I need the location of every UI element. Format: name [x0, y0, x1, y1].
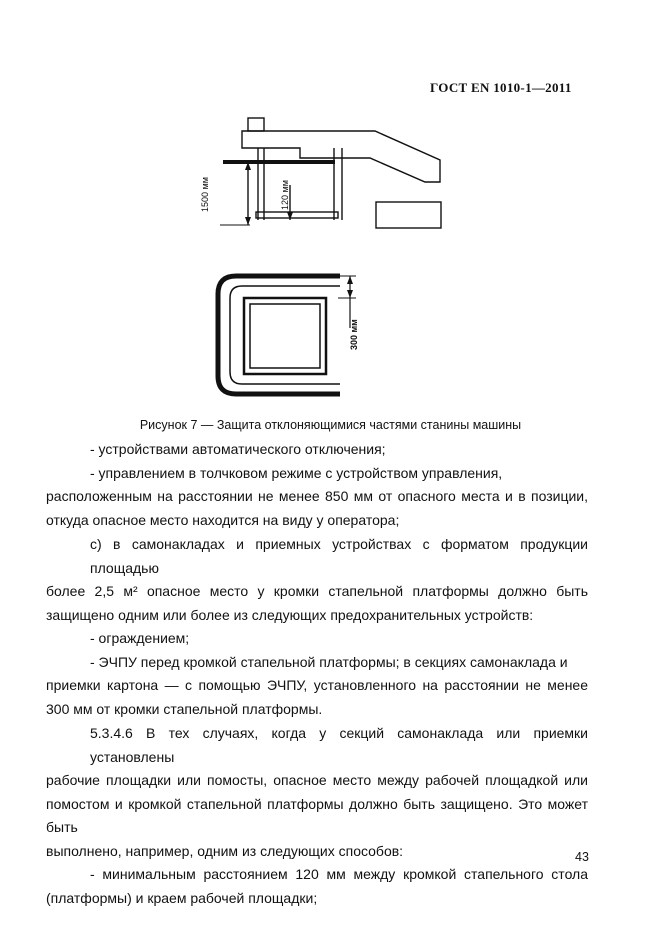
dimension-label-300: 300 мм — [349, 319, 359, 350]
body-text — [46, 438, 588, 910]
text-line: приемки картона — с помощью ЭЧПУ, установленного на расстоянии не менее — [46, 677, 588, 693]
dimension-label-1500: 1500 мм — [200, 177, 210, 212]
pile-area — [244, 298, 326, 374]
text-line: (платформы) и краем рабочей площадки; — [46, 889, 318, 906]
pile-platform — [376, 202, 441, 228]
text-line: 5.3.4.6 В тех случаях, когда у секций самонаклада или приемки установлены — [90, 725, 588, 765]
outer-guard — [218, 276, 340, 394]
text-line: - ограждением; — [90, 630, 190, 646]
work-platform — [256, 212, 338, 218]
standard-header: ГОСТ EN 1010-1—2011 — [430, 80, 572, 95]
text-line: выполнено, например, одним из следующих способов: — [46, 842, 404, 859]
text-line: рабочие площадки или помосты, опасное место между рабочей площадкой или — [46, 772, 588, 788]
text-line: защищено одним или более из следующих предохранительных устройств: — [46, 606, 534, 623]
text-line: c) в самонакладах и приемных устройствах с форматом продукции площадью — [90, 536, 588, 576]
text-line: откуда опасное место находится на виду у оператора; — [46, 511, 400, 528]
text-line: более 2,5 м² опасное место у кромки стапельной платформы должно быть — [46, 583, 588, 599]
text-line: расположенным на расстоянии не менее 850 мм от опасного места и в позиции, — [46, 488, 588, 504]
text-line: - минимальным расстоянием 120 мм между кромкой стапельного стола — [90, 866, 588, 882]
figure-caption: Рисунок 7 — Защита отклоняющимися частями станины машины — [139, 418, 522, 432]
text-line: помостом и кромкой стапельной платформы должно быть защищено. Это может быть — [46, 795, 588, 835]
page-number: 43 — [575, 850, 589, 864]
figure-side-view — [190, 110, 450, 240]
figure-top-view — [210, 268, 370, 404]
machine-top-block — [248, 118, 264, 131]
machine-frame — [242, 131, 440, 182]
text-line: - ЭЧПУ перед кромкой стапельной платформы; в секциях самонаклада и — [90, 653, 568, 670]
dimension-label-120: 120 мм — [280, 180, 290, 210]
text-line: 300 мм от кромки стапельной платформы. — [46, 700, 323, 717]
text-line: - устройствами автоматического отключения; — [90, 441, 386, 457]
text-line: - управлением в толчковом режиме с устройством управления, — [90, 464, 503, 481]
